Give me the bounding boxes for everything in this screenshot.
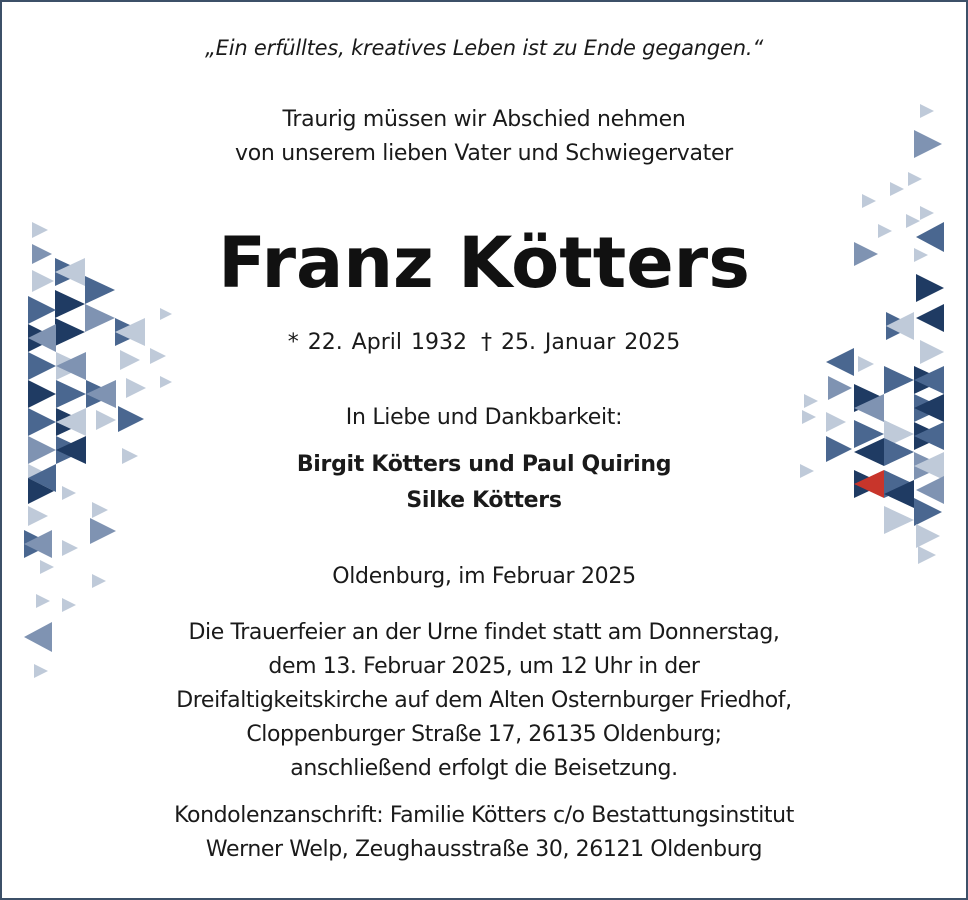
death-date: † 25. Januar 2025 — [480, 330, 681, 355]
service-line: dem 13. Februar 2025, um 12 Uhr in der — [268, 654, 700, 679]
service-line: Dreifaltigkeitskirche auf dem Alten Osternburger Friedhof, — [176, 688, 792, 713]
deceased-name: Franz Kötters — [218, 222, 750, 304]
condolence-line: Kondolenzanschrift: Familie Kötters c/o Bestattungsinstitut — [174, 803, 794, 828]
service-line: anschließend erfolgt die Beisetzung. — [290, 756, 678, 781]
mourner-1: Birgit Kötters und Paul Quiring — [296, 452, 672, 477]
gratitude-line: In Liebe und Dankbarkeit: — [345, 405, 623, 430]
place-and-date: Oldenburg, im Februar 2025 — [332, 564, 636, 589]
condolence-address — [0, 799, 968, 867]
funeral-service-details — [0, 616, 968, 786]
intro-line-1: Traurig müssen wir Abschied nehmen — [282, 107, 686, 132]
birth-date: * 22. April 1932 — [287, 330, 467, 355]
service-line: Cloppenburger Straße 17, 26135 Oldenburg; — [246, 722, 722, 747]
intro-line-2: von unserem lieben Vater und Schwiegervater — [235, 141, 733, 166]
life-dates — [0, 330, 968, 355]
service-line: Die Trauerfeier an der Urne findet statt am Donnerstag, — [188, 620, 780, 645]
condolence-line: Werner Welp, Zeughausstraße 30, 26121 Oldenburg — [205, 837, 763, 862]
quote: „Ein erfülltes, kreatives Leben ist zu Ende gegangen.“ — [204, 36, 764, 60]
mourner-2: Silke Kötters — [406, 488, 562, 513]
